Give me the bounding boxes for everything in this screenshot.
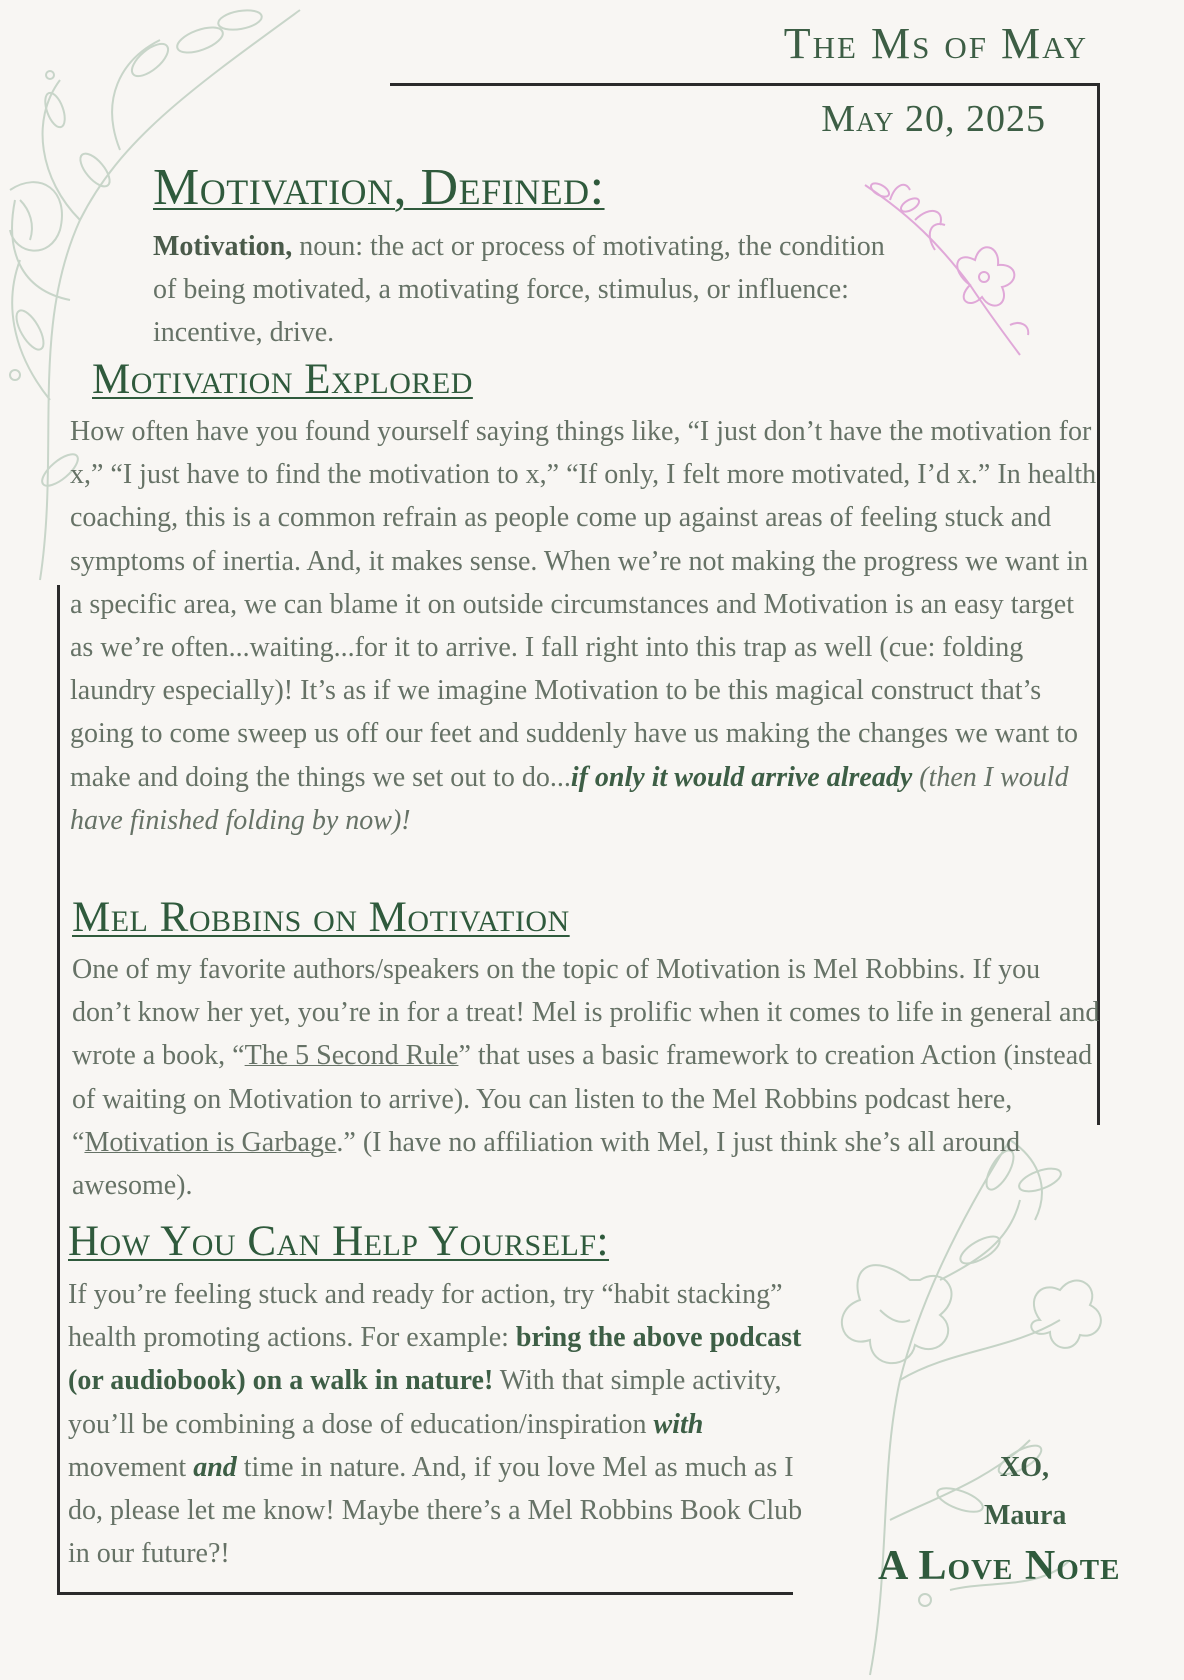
frame-left-rule [57,585,60,1595]
help-text-4: time in nature. And, if you love Mel as much as I do, please let me know! Maybe there’s a Mel Robbins Book Club in our future?! [68,1451,803,1570]
book-link[interactable]: The 5 Second Rule [244,1040,459,1072]
signoff-love-note: A Love Note [878,1543,1121,1589]
frame-bottom-rule [57,1592,793,1595]
help-paragraph [68,1273,808,1575]
help-em-and: and [193,1451,237,1483]
mel-text-3: .” (I have no affiliation with Mel, I just think she’s all around awesome). [72,1126,1021,1202]
mel-text-2: ” that uses a basic framework to creation Action (instead of waiting on Motivation to arrive). You can listen to the Mel Robbins podcast here, “ [72,1040,1093,1158]
help-text-3: movement [68,1451,194,1483]
mel-text-1: One of my favorite authors/speakers on the topic of Motivation is Mel Robbins. If you don’t know her yet, you’re in for a treat! Mel is prolific when it comes to life in general and wrote a book, “ [72,954,1100,1072]
section-heading-help: How You Can Help Yourself: [68,1218,609,1265]
podcast-link[interactable]: Motivation is Garbage [84,1126,337,1158]
explored-aside: (then I would have finished folding by now)! [70,761,1069,836]
section-heading-defined: Motivation, Defined: [153,159,605,216]
explored-text: How often have you found yourself saying things like, “I just don’t have the motivation for x,” “I just have to find the motivation to x,” “If only, I felt more motivated, I’d x.” In health coaching, this is a common refrain as people come up against areas of feeling stuck and symptoms of inertia. And, it makes sense. When we’re not making the progress we want in a specific area, we can blame it on outside circumstances and Motivation is an easy target as we’re often...waiting...for it to arrive. I fall right into this trap as well (cue: folding laundry especially)! It’s as if we imagine Motivation to be this magical construct that’s going to come sweep us off our feet and suddenly have us making the changes we want to make and doing the things we set out to do... [70,416,1097,793]
help-text-2: With that simple activity, you’ll be combining a dose of education/inspiration [68,1365,782,1440]
signoff-xo: XO, [1000,1452,1049,1483]
definition-text: noun: the act or process of motivating, the condition of being motivated, a motivating force, stimulus, or influence: incentive, drive. [153,231,885,349]
help-em-with: with [653,1408,704,1440]
help-bold-tip: bring the above podcast (or audiobook) on a walk in nature! [68,1322,802,1397]
help-text-1: If you’re feeling stuck and ready for action, try “habit stacking” health promoting actions. For example: [68,1279,783,1354]
explored-emphasis: if only it would arrive already [570,761,913,793]
frame-top-rule [390,83,1100,86]
definition-term: Motivation, [153,231,293,262]
newsletter-title: The Ms of May [783,19,1088,68]
issue-date: May 20, 2025 [821,98,1046,140]
definition-paragraph [153,225,893,355]
mel-paragraph [72,948,1102,1207]
explored-paragraph [70,410,1100,842]
section-heading-explored: Motivation Explored [92,356,473,403]
section-heading-mel: Mel Robbins on Motivation [72,894,570,941]
signoff-name: Maura [984,1500,1067,1531]
